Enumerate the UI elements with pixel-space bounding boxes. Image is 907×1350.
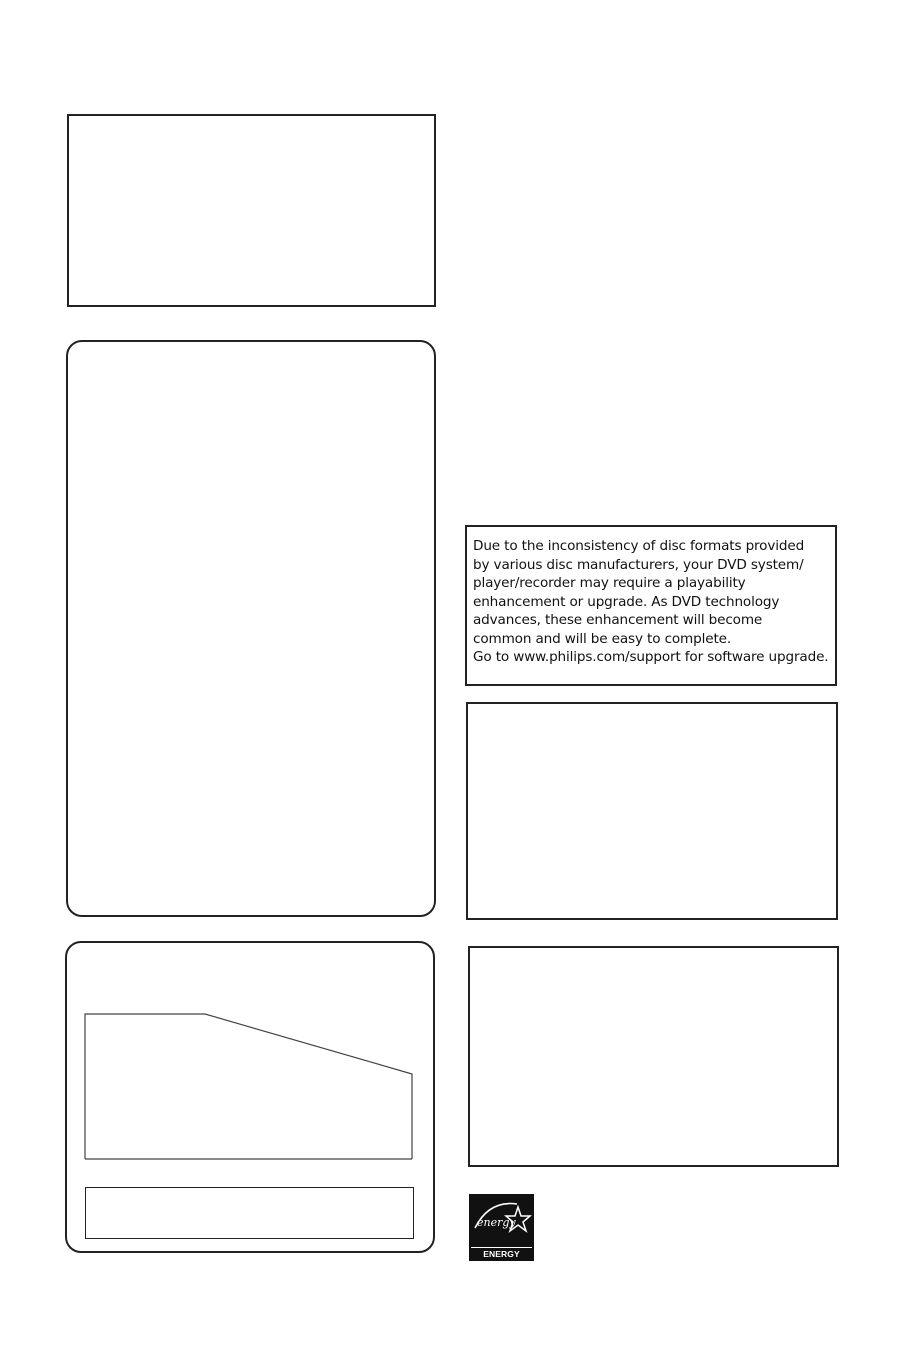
- notice-line: by various disc manufacturers, your DVD system/: [473, 556, 804, 573]
- label-outline-shape: [84, 1012, 415, 1162]
- notice-line: player/recorder may require a playability: [473, 575, 746, 591]
- notice-line: enhancement or upgrade. As DVD technology: [473, 593, 780, 610]
- small-label-box: [85, 1187, 414, 1239]
- middle-left-rounded-box: [66, 340, 436, 917]
- energy-script: energy: [477, 1216, 516, 1229]
- top-left-box: [67, 114, 436, 307]
- notice-line: Due to the inconsistency of disc formats provided: [473, 538, 805, 554]
- energy-star-logo-icon: [469, 1194, 534, 1269]
- notice-text: [473, 537, 833, 667]
- right-lower-box: [468, 946, 839, 1167]
- right-middle-box: [466, 702, 838, 920]
- notice-line: Go to www.philips.com/support for software upgrade.: [473, 649, 829, 665]
- energy-star-label: ENERGY STAR: [483, 1249, 520, 1269]
- notice-line: common and will be easy to complete.: [473, 630, 732, 647]
- notice-line: advances, these enhancement will become: [473, 612, 763, 628]
